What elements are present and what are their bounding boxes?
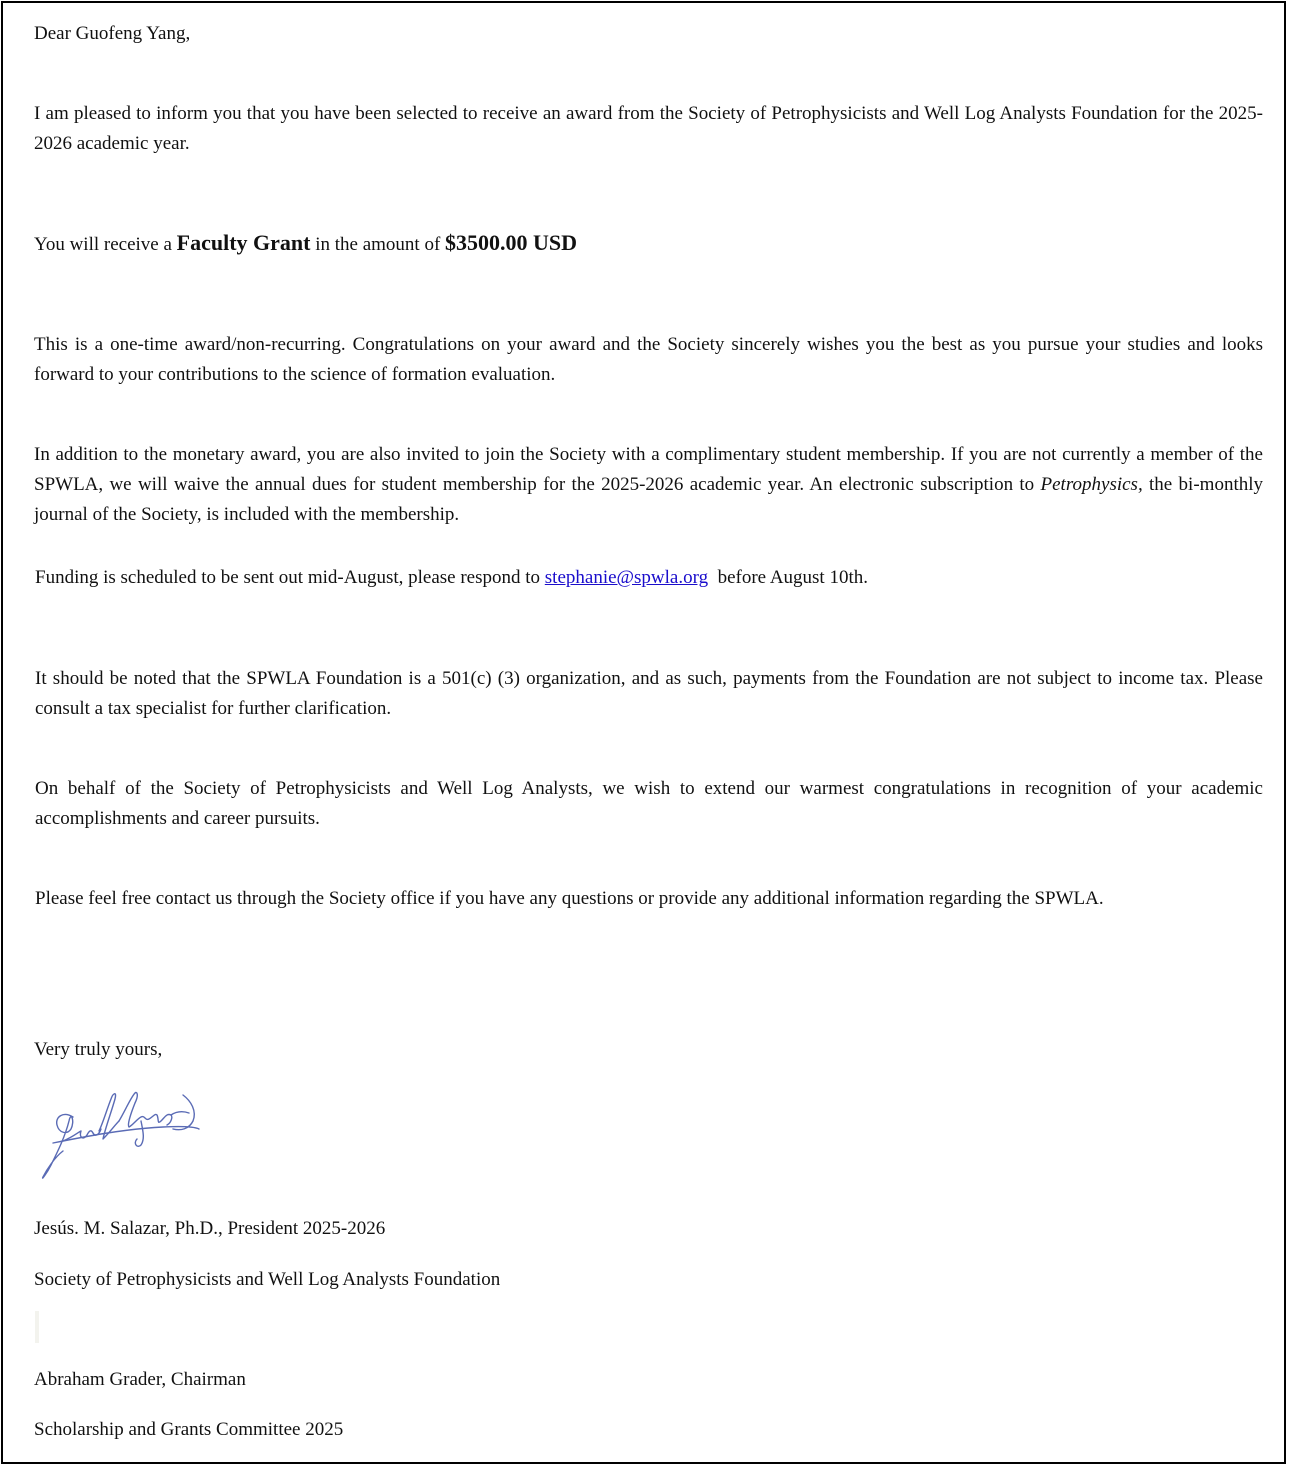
- handwritten-signature: [33, 1081, 207, 1189]
- closing: Very truly yours,: [34, 1039, 163, 1060]
- journal-name: Petrophysics,: [1040, 474, 1143, 495]
- paragraph-congratulations: On behalf of the Society of Petrophysicists and Well Log Analysts, we wish to extend our warmest congratulations in recognition of your academic accomplishments and career pursuits.: [35, 778, 1263, 829]
- award-name: Faculty Grant: [176, 230, 311, 255]
- salutation: Dear Guofeng Yang,: [34, 23, 191, 44]
- signer-chairman-committee: Scholarship and Grants Committee 2025: [34, 1419, 344, 1440]
- paragraph-tax-note: It should be noted that the SPWLA Foundation is a 501(c) (3) organization, and as such, payments from the Foundation are not subject to income tax. Please consult a tax specialist for further clarification.: [35, 668, 1263, 719]
- funding-line: [35, 563, 868, 593]
- membership-text-post: the bi-monthly journal of the Society, is included with the membership.: [34, 474, 1263, 525]
- funding-text-pre: Funding is scheduled to be sent out mid-August, please respond to: [35, 567, 545, 588]
- paragraph-one-time-award: This is a one-time award/non-recurring. Congratulations on your award and the Society sincerely wishes you the best as you pursue your studies and looks forward to your contributions to the science of formation evaluation.: [34, 334, 1263, 385]
- paragraph-selection: I am pleased to inform you that you have been selected to receive an award from the Society of Petrophysicists and Well Log Analysts Foundation for the 2025-2026 academic year.: [34, 103, 1263, 154]
- membership-text-pre: In addition to the monetary award, you are also invited to join the Society with a complimentary student membership. If you are not currently a member of the SPWLA, we will waive the annual dues for student membership for the 2025-2026 academic year. An electronic subscription to: [34, 444, 1263, 495]
- funding-text-post: before August 10th.: [708, 567, 868, 588]
- award-line-mid: in the amount of: [310, 234, 446, 255]
- signer-chairman-name: Abraham Grader, Chairman: [34, 1369, 246, 1390]
- paragraph-membership: [34, 440, 1263, 530]
- signer-president-name: Jesús. M. Salazar, Ph.D., President 2025-2026: [34, 1218, 386, 1239]
- signature-image: [33, 1081, 207, 1189]
- award-line: [34, 228, 577, 260]
- email-link[interactable]: stephanie@spwla.org: [544, 567, 709, 588]
- signer-president-organization: Society of Petrophysicists and Well Log Analysts Foundation: [34, 1269, 501, 1290]
- letter-page: [1, 1, 1286, 1464]
- award-line-pre: You will receive a: [34, 234, 177, 255]
- award-amount: $3500.00 USD: [445, 230, 578, 255]
- scan-mark: [35, 1311, 39, 1343]
- paragraph-contact: Please feel free contact us through the Society office if you have any questions or provide any additional information regarding the SPWLA.: [35, 888, 1104, 909]
